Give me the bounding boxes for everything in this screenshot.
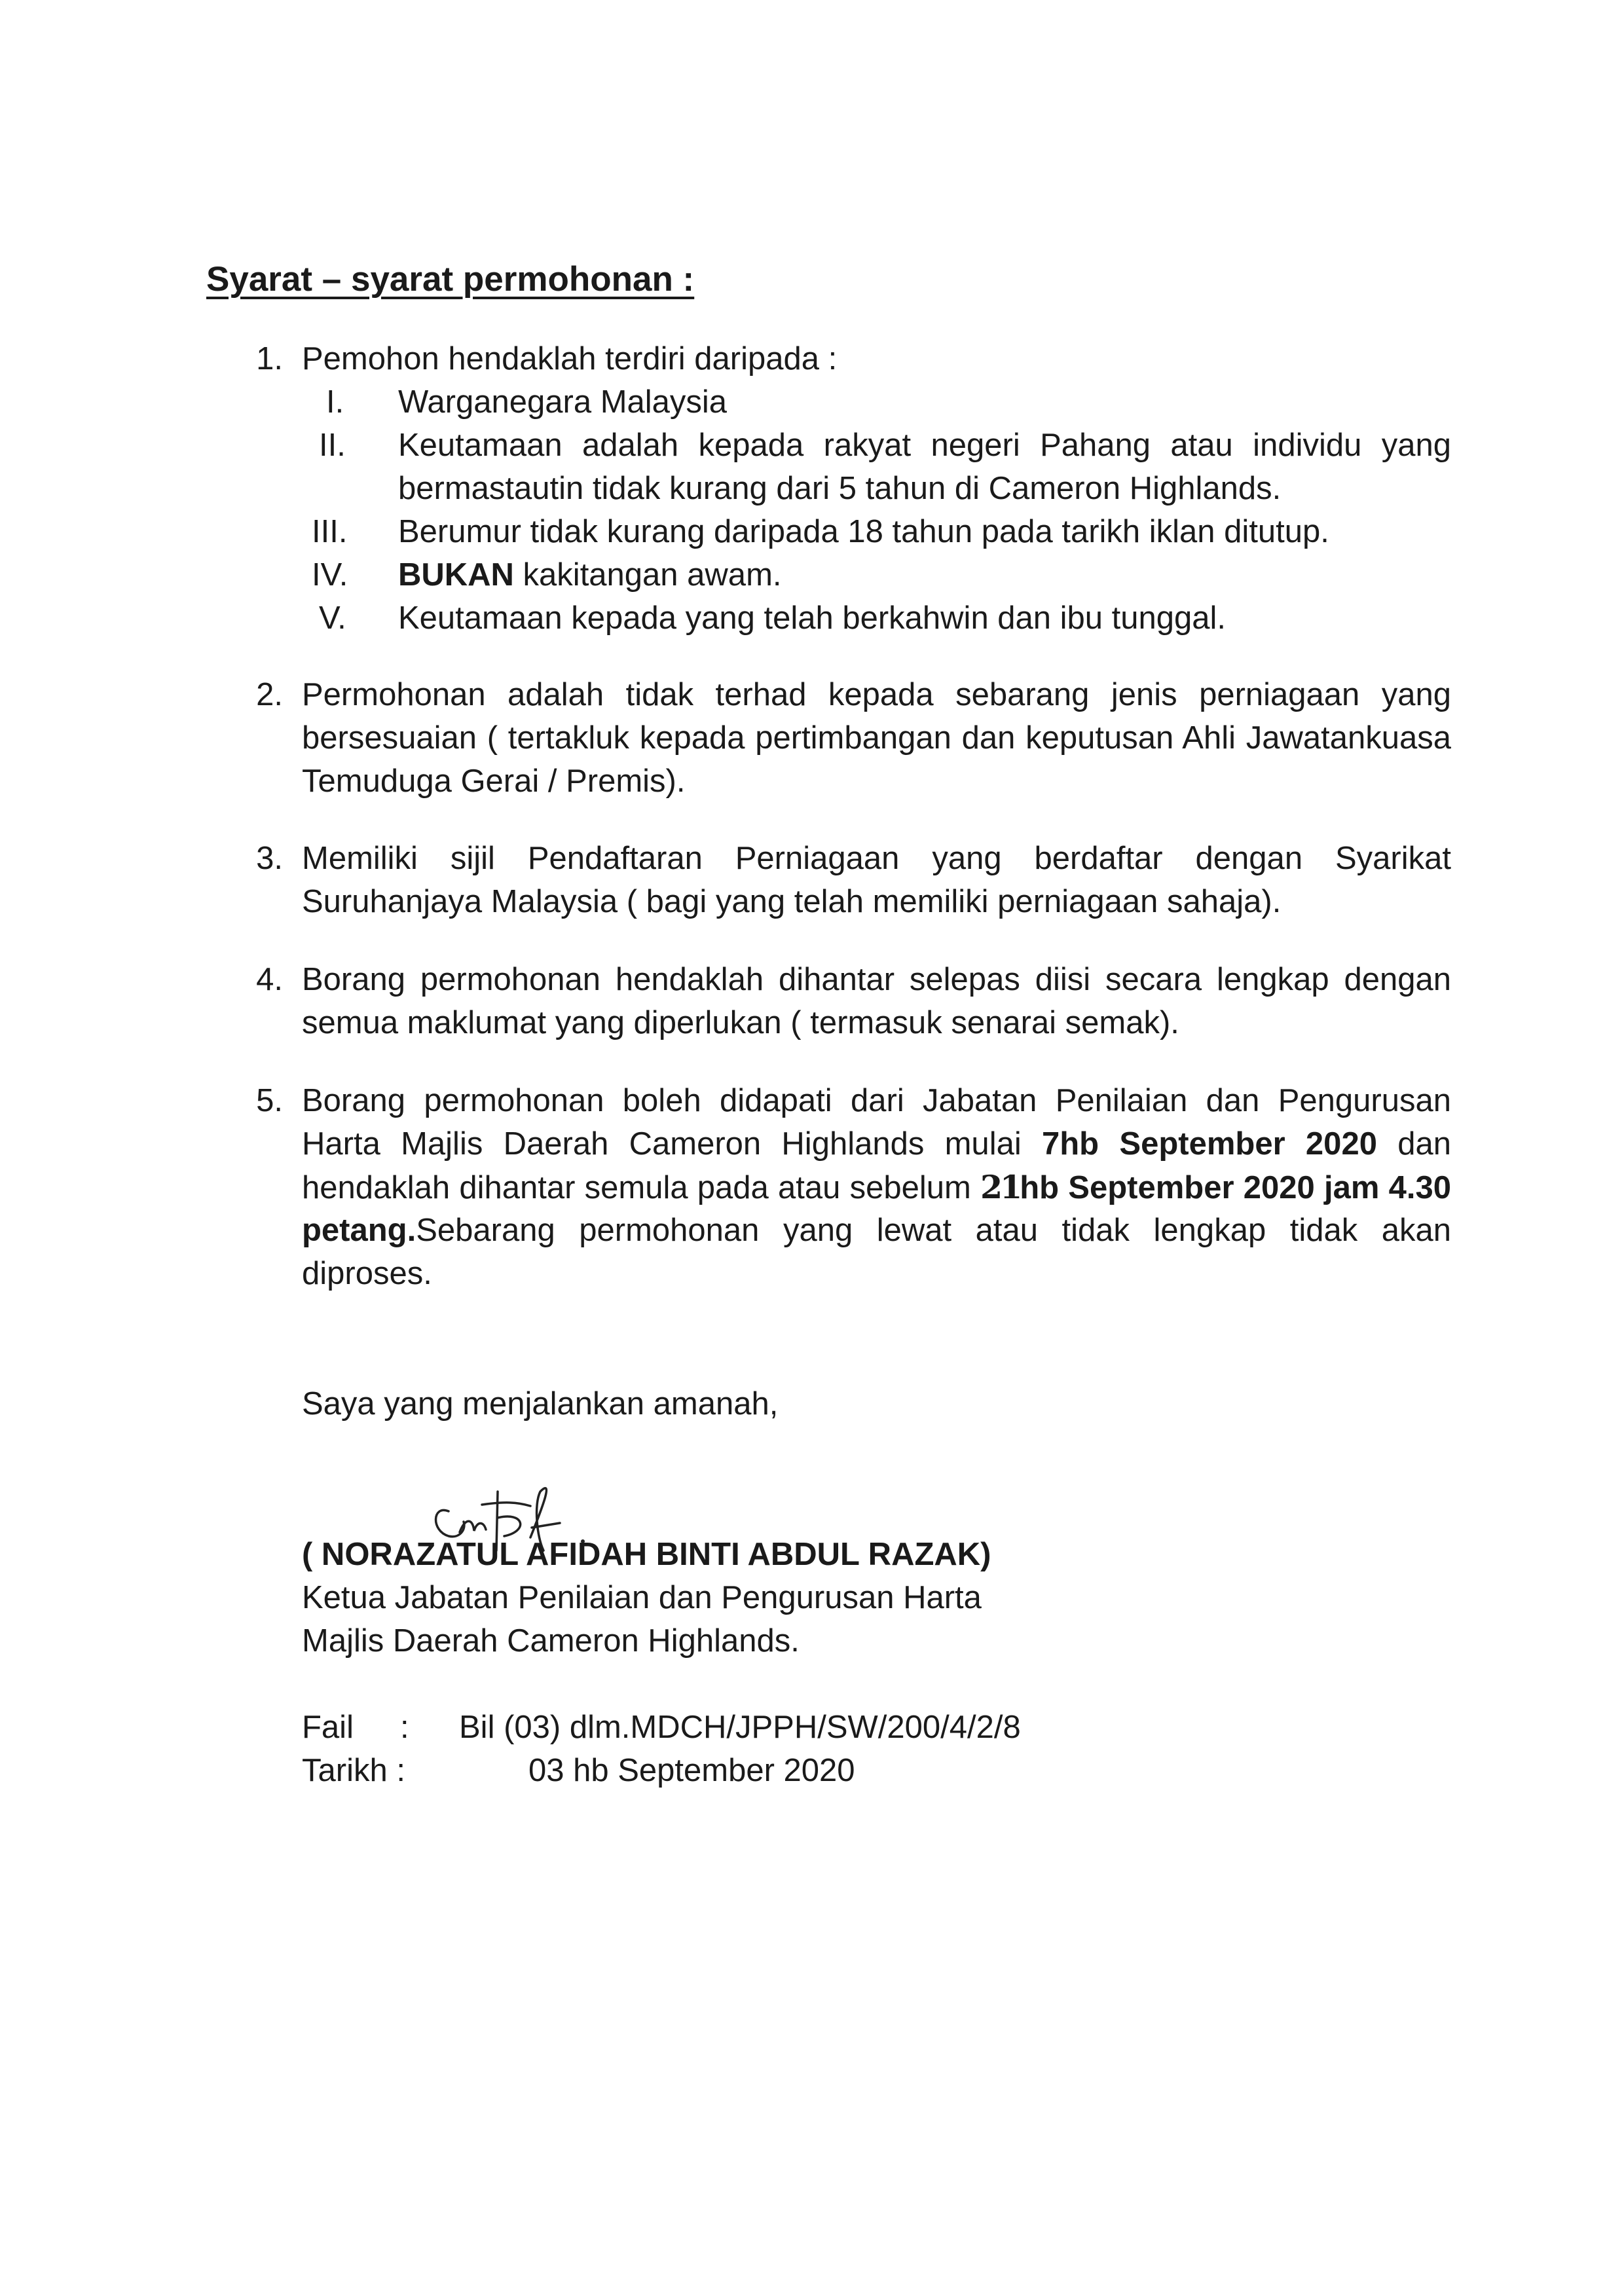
tarikh-value: 03 hb September 2020: [528, 1753, 855, 1788]
fail-value: Bil (03) dlm.MDCH/JPPH/SW/200/4/2/8: [459, 1710, 1021, 1745]
item-5-end-date: hb September 2020 jam 4.30: [1020, 1170, 1451, 1205]
page-title: Syarat – syarat permohonan :: [206, 260, 695, 299]
subitem-roman-5: V.: [319, 600, 346, 636]
item-3-line-1: Memiliki sijil Pendaftaran Perniagaan yang berdaftar dengan Syarikat: [302, 841, 1451, 876]
signatory-name: ( NORAZATUL AFIDAH BINTI ABDUL RAZAK): [302, 1537, 991, 1572]
subitem-4-line-1: [398, 553, 1451, 597]
item-5-line-2: [302, 1122, 1451, 1166]
item-5-line-2-tail: dan: [1376, 1126, 1451, 1162]
closing-line: Saya yang menjalankan amanah,: [302, 1386, 779, 1422]
item-5-line-2-plain: Harta Majlis Daerah Cameron Highlands mulai: [302, 1126, 1042, 1162]
item-5-line-5: diproses.: [302, 1256, 432, 1291]
item-5-line-3: [302, 1166, 1451, 1209]
item-2-line-2: bersesuaian ( tertakluk kepada pertimbangan dan keputusan Ahli Jawatankuasa: [302, 720, 1451, 756]
subitem-roman-1: I.: [326, 384, 344, 420]
item-5-line-3-plain: hendaklah dihantar semula pada atau sebelum: [302, 1170, 981, 1205]
reference-tarikh: [302, 1749, 855, 1792]
item-2-line-3: Temuduga Gerai / Premis).: [302, 763, 686, 799]
fail-colon: :: [400, 1710, 409, 1745]
subitem-4-bold: BUKAN: [398, 557, 514, 593]
subitem-4-rest: kakitangan awam.: [513, 557, 782, 593]
item-1-intro: Pemohon hendaklah terdiri daripada :: [302, 341, 838, 376]
item-5-handwritten-day: 21: [980, 1168, 1020, 1206]
item-4-line-2: semua maklumat yang diperlukan ( termasuk senarai semak).: [302, 1005, 1179, 1040]
reference-fail: [302, 1706, 1021, 1749]
subitem-roman-2: II.: [319, 428, 346, 463]
item-5-start-date: 7hb September 2020: [1042, 1126, 1377, 1162]
item-number-3: 3.: [256, 841, 283, 876]
item-number-1: 1.: [256, 341, 283, 376]
item-5-line-4-bold: petang.: [302, 1213, 416, 1248]
item-3-line-2: Suruhanjaya Malaysia ( bagi yang telah memiliki perniagaan sahaja).: [302, 884, 1282, 919]
subitem-2-line-2: bermastautin tidak kurang dari 5 tahun di Cameron Highlands.: [398, 471, 1282, 506]
subitem-roman-3: III.: [312, 514, 348, 549]
item-5-line-1: Borang permohonan boleh didapati dari Jabatan Penilaian dan Pengurusan: [302, 1083, 1451, 1118]
signatory-title-2: Majlis Daerah Cameron Highlands.: [302, 1623, 800, 1659]
subitem-3-line-1: Berumur tidak kurang daripada 18 tahun pada tarikh iklan ditutup.: [398, 514, 1329, 549]
item-2-line-1: Permohonan adalah tidak terhad kepada sebarang jenis perniagaan yang: [302, 677, 1451, 712]
subitem-5-line-1: Keutamaan kepada yang telah berkahwin dan ibu tunggal.: [398, 600, 1227, 636]
item-5-line-4-plain: Sebarang permohonan yang lewat atau tidak lengkap tidak akan: [416, 1213, 1451, 1248]
item-number-5: 5.: [256, 1083, 283, 1118]
tarikh-label: Tarikh :: [302, 1753, 405, 1788]
subitem-roman-4: IV.: [312, 557, 348, 593]
item-number-4: 4.: [256, 962, 283, 997]
subitem-2-line-1: Keutamaan adalah kepada rakyat negeri Pahang atau individu yang: [398, 428, 1451, 463]
item-number-2: 2.: [256, 677, 283, 712]
item-5-line-4: [302, 1209, 1451, 1252]
subitem-1-line-1: Warganegara Malaysia: [398, 384, 728, 420]
signatory-title-1: Ketua Jabatan Penilaian dan Pengurusan Harta: [302, 1580, 982, 1615]
item-4-line-1: Borang permohonan hendaklah dihantar selepas diisi secara lengkap dengan: [302, 962, 1451, 997]
fail-label: Fail: [302, 1710, 354, 1745]
